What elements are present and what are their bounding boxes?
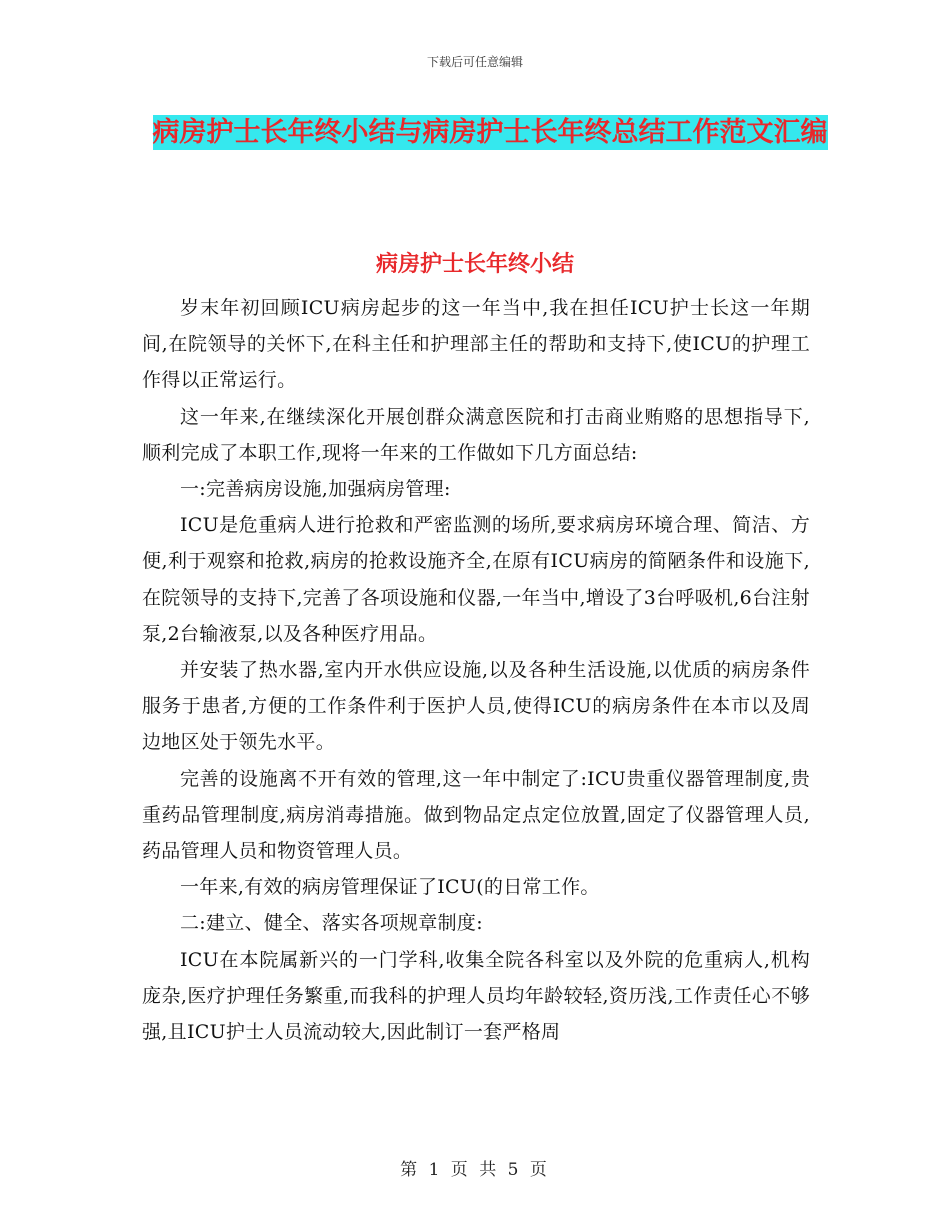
document-title-text: 病房护士长年终小结与病房护士长年终总结工作范文汇编 xyxy=(152,117,828,148)
paragraph: 一年来,有效的病房管理保证了ICU(的日常工作。 xyxy=(180,876,600,899)
page-footer: 第 1 页 共 5 页 xyxy=(400,1160,550,1180)
document-body xyxy=(142,290,810,1050)
document-title xyxy=(140,108,840,158)
paragraph: 一:完善病房设施,加强病房管理: xyxy=(180,478,451,501)
paragraph: 完善的设施离不开有效的管理,这一年中制定了:ICU贵重仪器管理制度,贵重药品管理制度,病房消毒措施。做到物品定点定位放置,固定了仪器管理人员,药品管理人员和物资管理人员。 xyxy=(142,767,810,863)
paragraph: 并安装了热水器,室内开水供应设施,以及各种生活设施,以优质的病房条件服务于患者,方便的工作条件利于医护人员,使得ICU的病房条件在本市以及周边地区处于领先水平。 xyxy=(142,659,810,754)
paragraph: 二:建立、健全、落实各项规章制度: xyxy=(180,912,483,935)
paragraph: 岁末年初回顾ICU病房起步的这一年当中,我在担任ICU护士长这一年期间,在院领导的关怀下,在科主任和护理部主任的帮助和支持下,使ICU的护理工作得以正常运行。 xyxy=(142,297,810,392)
paragraph: ICU在本院属新兴的一门学科,收集全院各科室以及外院的危重病人,机构庞杂,医疗护理任务繁重,而我科的护理人员均年龄较轻,资历浅,工作责任心不够强,且ICU护士人员流动较大,因此制订一套严格周 xyxy=(142,948,810,1044)
section-title: 病房护士长年终小结 xyxy=(375,252,574,277)
paragraph: ICU是危重病人进行抢救和严密监测的场所,要求病房环境合理、简洁、方便,利于观察和抢救,病房的抢救设施齐全,在原有ICU病房的简陋条件和设施下,在院领导的支持下,完善了各项设施和仪器,一年当中,增设了3台呼吸机,6台注射泵,2台输液泵,以及各种医疗用品。 xyxy=(142,514,810,645)
paragraph: 这一年来,在继续深化开展创群众满意医院和打击商业贿赂的思想指导下,顺利完成了本职工作,现将一年来的工作做如下几方面总结: xyxy=(142,405,810,464)
header-note: 下载后可任意编辑 xyxy=(426,55,523,69)
